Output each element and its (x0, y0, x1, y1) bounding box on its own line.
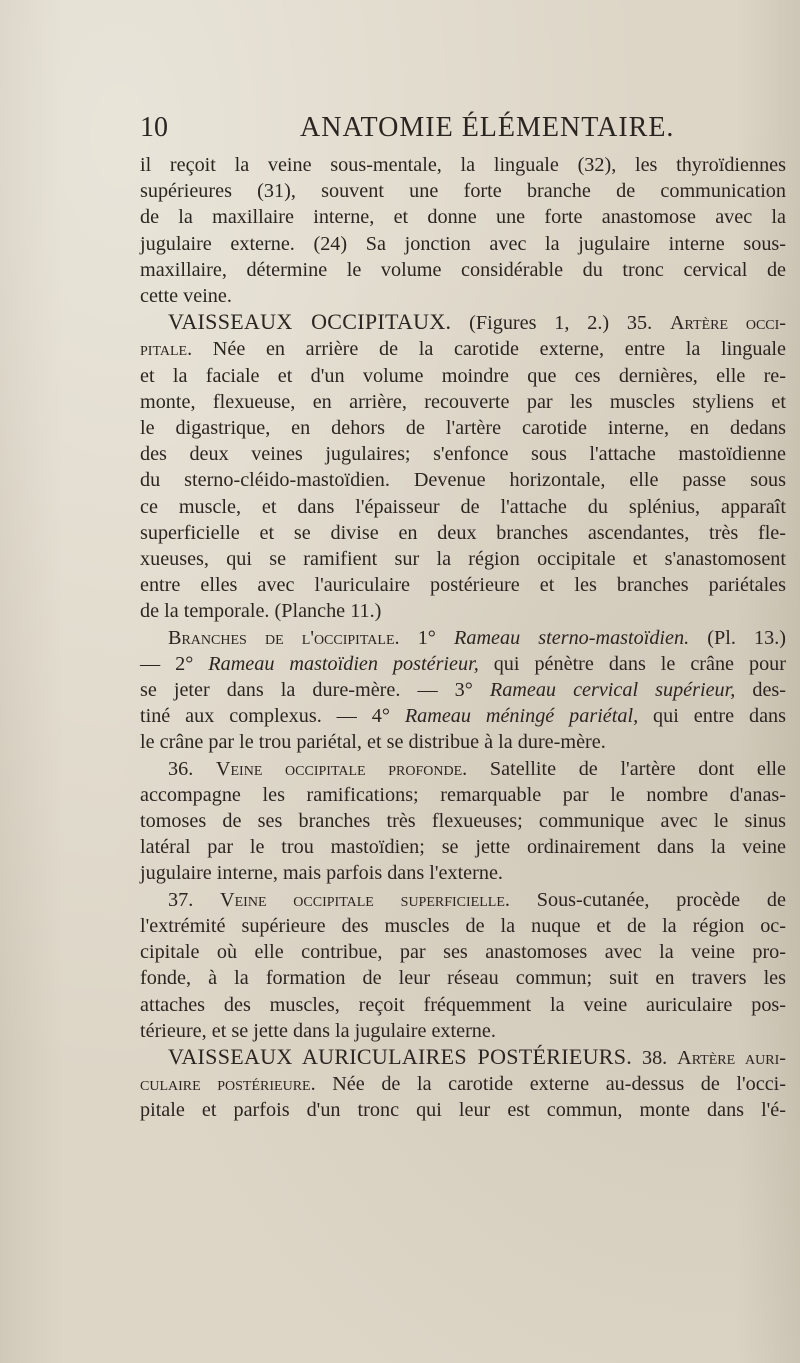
term-heading: Veine occipitale profonde. (215, 757, 468, 780)
text-line: et la faciale et d'un volume moindre que ces dernières, elle re- (140, 364, 786, 387)
text-line: pitale et parfois d'un tronc qui leur est commun, monte dans l'é- (140, 1099, 786, 1122)
text-line: xueuses, qui se ramifient sur la région occipitale et s'anastomosent (140, 548, 786, 571)
text-line: de la temporale. (Planche 11.) (140, 600, 382, 623)
text-line: tomoses de ses branches très flexueuses; communique avec le sinus (140, 810, 786, 833)
text-line: cipitale où elle contribue, par ses anastomoses avec la veine pro- (140, 941, 786, 964)
text-line: le digastrique, en dehors de l'artère carotide interne, en dedans (140, 417, 786, 440)
section-heading: VAISSEAUX OCCIPITAUX. (168, 309, 452, 335)
text-line: se jeter dans la dure-mère. — 3° Rameau cervical supérieur, des- (140, 679, 786, 702)
text-line: culaire postérieure. Née de la carotide externe au-dessus de l'occi- (140, 1073, 787, 1096)
text-line: Branches de l'occipitale. 1° Rameau sterno-mastoïdien. (Pl. 13.) (168, 626, 787, 649)
text-line: latéral par le trou mastoïdien; se jette ordinairement dans la veine (140, 836, 786, 859)
text-line: fonde, à la formation de leur réseau commun; suit en travers les (140, 967, 786, 990)
body-text (140, 152, 786, 1124)
text-line: du sterno-cléido-mastoïdien. Devenue horizontale, elle passe sous (140, 469, 786, 492)
text-line: il reçoit la veine sous-mentale, la linguale (32), les thyroïdiennes (140, 154, 786, 176)
page (140, 112, 786, 1124)
text-line: jugulaire interne, mais parfois dans l'externe. (140, 862, 503, 885)
term-heading: Artère occi- (669, 312, 787, 335)
text-line: accompagne les ramifications; remarquable par le nombre d'anas- (140, 783, 786, 806)
text-line: maxillaire, détermine le volume considérable du tronc cervical de (140, 258, 786, 281)
section-heading: VAISSEAUX AURICULAIRES POSTÉRIEURS. (168, 1043, 633, 1069)
text-line: — 2° Rameau mastoïdien postérieur, qui pénètre dans le crâne pour (140, 652, 786, 675)
text-line: térieure, et se jette dans la jugulaire externe. (140, 1019, 496, 1042)
section-heading-line: VAISSEAUX AURICULAIRES POSTÉRIEURS. 38. Artère auri- (168, 1043, 787, 1069)
text-line: supérieures (31), souvent une forte branche de communication (140, 180, 786, 203)
text-line: des deux veines jugulaires; s'enfonce sous l'attache mastoïdienne (140, 443, 786, 466)
section-heading-line: VAISSEAUX OCCIPITAUX. (Figures 1, 2.) 35. Artère occi- (168, 309, 787, 335)
text-line: l'extrémité supérieure des muscles de la nuque et de la région oc- (140, 914, 786, 937)
text-line: ce muscle, et dans l'épaisseur de l'attache du splénius, apparaît (140, 495, 786, 518)
term-heading: Branches de l'occipitale. (168, 626, 400, 649)
text-line: 36. Veine occipitale profonde. Satellite de l'artère dont elle (168, 757, 787, 780)
text-line: de la maxillaire interne, et donne une forte anastomose avec la (140, 206, 786, 229)
text-line: pitale. Née en arrière de la carotide externe, entre la linguale (140, 338, 786, 361)
term-heading: Veine occipitale superficielle. (220, 888, 510, 911)
text-line: attaches des muscles, reçoit fréquemment la veine auriculaire pos- (140, 993, 786, 1016)
text-line: 37. Veine occipitale superficielle. Sous-cutanée, procède de (168, 888, 786, 911)
term-heading: Artère auri- (677, 1046, 787, 1069)
text-line: jugulaire externe. (24) Sa jonction avec la jugulaire interne sous- (140, 232, 786, 255)
text-line: tiné aux complexus. — 4° Rameau méningé pariétal, qui entre dans (140, 705, 786, 728)
text-line: le crâne par le trou pariétal, et se distribue à la dure-mère. (140, 731, 606, 754)
text-line: cette veine. (140, 285, 232, 308)
page-header (140, 112, 786, 152)
text-line: entre elles avec l'auriculaire postérieure et les branches pariétales (140, 574, 786, 597)
running-title: ANATOMIE ÉLÉMENTAIRE. (300, 112, 675, 143)
text-line: superficielle et se divise en deux branches ascendantes, très fle- (140, 521, 786, 544)
page-number: 10 (140, 112, 168, 143)
text-line: monte, flexueuse, en arrière, recouverte par les muscles styliens et (140, 390, 786, 413)
